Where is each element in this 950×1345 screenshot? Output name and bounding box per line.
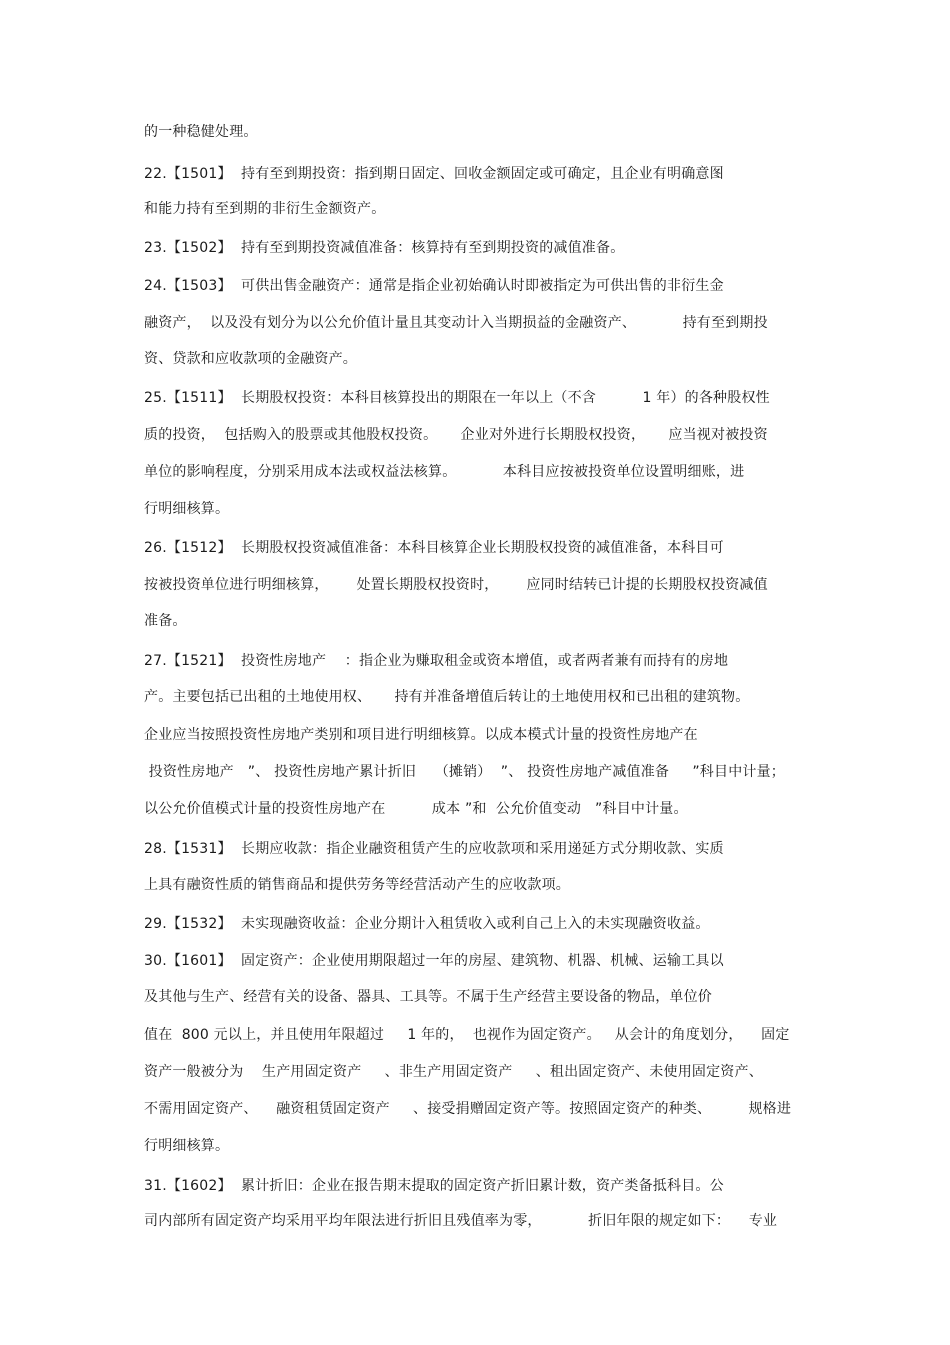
text-line-11: 行明细核算。 [144, 501, 230, 517]
text-line-21: 上具有融资性质的销售商品和提供劳务等经营活动产生的应收款项。 [144, 877, 570, 893]
text-line-27: 不需用固定资产、 融资租赁固定资产 、接受捐赠固定资产等。按照固定资产的种类、 规格进 [144, 1101, 792, 1117]
text-line-8: 25.【1511】 长期股权投资：本科目核算投出的期限在一年以上（不含 1 年）的各种股权性 [144, 390, 770, 406]
text-line-24: 及其他与生产、经营有关的设备、器具、工具等。不属于生产经营主要设备的物品，单位价 [144, 989, 712, 1005]
text-line-4: 23.【1502】 持有至到期投资减值准备：核算持有至到期投资的减值准备。 [144, 240, 625, 256]
text-line-5: 24.【1503】 可供出售金融资产：通常是指企业初始确认时即被指定为可供出售的非衍生金 [144, 278, 724, 294]
text-line-17: 企业应当按照投资性房地产类别和项目进行明细核算。以成本模式计量的投资性房地产在 [144, 727, 698, 743]
text-line-10: 单位的影响程度，分别采用成本法或权益法核算。 本科目应按被投资单位设置明细账，进 [144, 464, 745, 480]
text-line-3: 和能力持有至到期的非衍生金额资产。 [144, 201, 386, 217]
text-line-19: 以公允价值模式计量的投资性房地产在 成本 ”和 公允价值变动 ”科目中计量。 [144, 801, 688, 817]
text-line-20: 28.【1531】 长期应收款：指企业融资租赁产生的应收款项和采用递延方式分期收款、实质 [144, 841, 724, 857]
text-line-29: 31.【1602】 累计折旧：企业在报告期末提取的固定资产折旧累计数，资产类备抵科目。公 [144, 1178, 724, 1194]
text-line-23: 30.【1601】 固定资产：企业使用期限超过一年的房屋、建筑物、机器、机械、运输工具以 [144, 953, 724, 969]
text-line-9: 质的投资， 包括购入的股票或其他股权投资。 企业对外进行长期股权投资， 应当视对被投资 [144, 427, 768, 443]
text-line-14: 准备。 [144, 613, 187, 629]
text-line-22: 29.【1532】 未实现融资收益：企业分期计入租赁收入或利自己上入的未实现融资收益。 [144, 916, 710, 932]
text-line-15: 27.【1521】 投资性房地产 ：指企业为赚取租金或资本增值，或者两者兼有而持有的房地 [144, 653, 729, 669]
text-line-16: 产。主要包括已出租的土地使用权、 持有并准备增值后转让的土地使用权和已出租的建筑物。 [144, 689, 750, 705]
text-line-26: 资产一般被分为 生产用固定资产 、非生产用固定资产 、租出固定资产、未使用固定资产、 [144, 1064, 763, 1080]
text-line-18: 投资性房地产 ”、 投资性房地产累计折旧 （摊销） ”、 投资性房地产减值准备 ”科目中计量； [144, 764, 786, 780]
text-line-12: 26.【1512】 长期股权投资减值准备：本科目核算企业长期股权投资的减值准备，本科目可 [144, 540, 724, 556]
text-line-25: 值在 800 元以上，并且使用年限超过 1 年的， 也视作为固定资产。 从会计的角度划分， 固定 [144, 1027, 790, 1043]
text-line-28: 行明细核算。 [144, 1138, 230, 1154]
text-line-6: 融资产， 以及没有划分为以公允价值计量且其变动计入当期损益的金融资产、 持有至到期投 [144, 315, 768, 331]
text-line-7: 资、贷款和应收款项的金融资产。 [144, 351, 357, 367]
text-line-13: 按被投资单位进行明细核算， 处置长期股权投资时， 应同时结转已计提的长期股权投资减值 [144, 577, 768, 593]
text-line-2: 22.【1501】 持有至到期投资：指到期日固定、回收金额固定或可确定，且企业有明确意图 [144, 166, 724, 182]
text-line-1: 的一种稳健处理。 [144, 124, 258, 140]
text-line-30: 司内部所有固定资产均采用平均年限法进行折旧且残值率为零， 折旧年限的规定如下： 专业 [144, 1213, 778, 1229]
